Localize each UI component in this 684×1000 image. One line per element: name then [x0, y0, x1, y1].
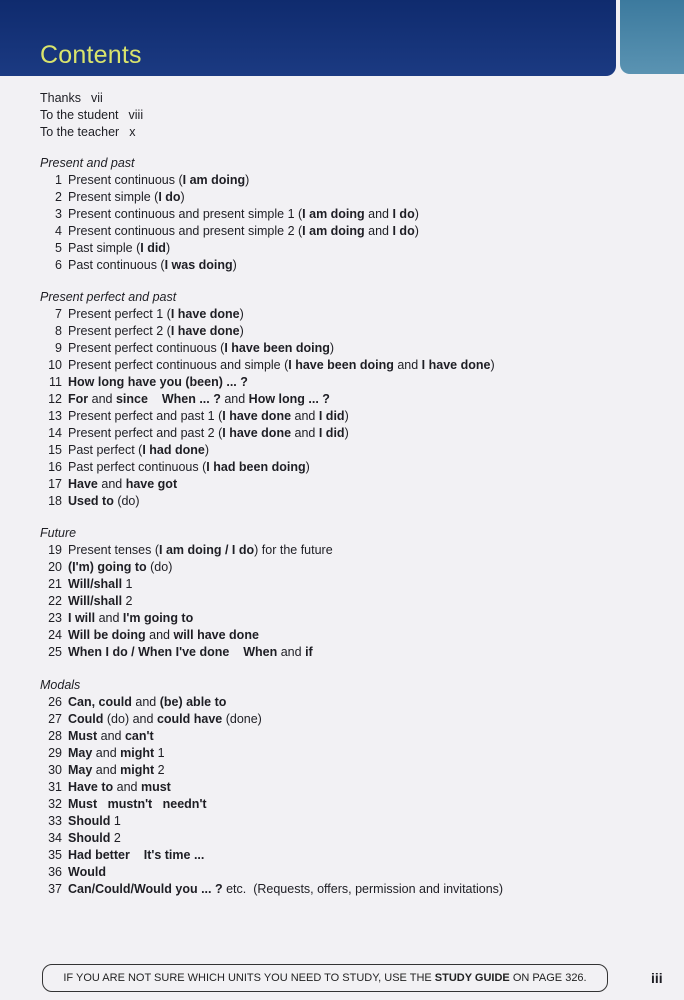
unit-title: Present continuous and present simple 1 (I am doing and I do)	[68, 207, 419, 221]
unit-row	[40, 306, 495, 323]
unit-row	[40, 728, 503, 745]
footer-text-end: ON PAGE 326.	[509, 972, 587, 984]
unit-number: 34	[48, 831, 62, 845]
unit-number: 28	[48, 729, 62, 743]
unit-title: Will/shall 2	[68, 594, 133, 608]
unit-number: 9	[55, 341, 62, 355]
unit-row	[40, 493, 495, 510]
unit-number: 6	[55, 258, 62, 272]
page-number: iii	[651, 970, 663, 986]
unit-title: May and might 2	[68, 763, 165, 777]
study-guide-note	[42, 964, 608, 992]
unit-number: 1	[55, 173, 62, 187]
unit-number: 3	[55, 207, 62, 221]
unit-number: 15	[48, 443, 62, 457]
front-matter-page: x	[129, 125, 136, 139]
unit-title: Present perfect continuous (I have been doing)	[68, 341, 335, 355]
section-future	[40, 525, 333, 661]
unit-number: 26	[48, 695, 62, 709]
unit-title: Could (do) and could have (done)	[68, 712, 262, 726]
unit-row	[40, 644, 333, 661]
front-matter-item	[40, 124, 143, 141]
unit-number: 20	[48, 560, 62, 574]
unit-row	[40, 881, 503, 898]
unit-row	[40, 610, 333, 627]
unit-title: Past simple (I did)	[68, 241, 171, 255]
unit-title: Present perfect continuous and simple (I have been doing and I have done)	[68, 358, 495, 372]
unit-number: 23	[48, 611, 62, 625]
footer-study-guide: STUDY GUIDE	[434, 972, 510, 984]
unit-title: Must and can't	[68, 729, 154, 743]
header-tab	[620, 0, 684, 74]
section-modals	[40, 677, 503, 898]
unit-title: I will and I'm going to	[68, 611, 194, 625]
section-present-perfect-and-past	[40, 289, 495, 510]
unit-row	[40, 357, 495, 374]
unit-title: Can/Could/Would you ... ? etc. (Requests, offers, permission and invitations)	[68, 882, 504, 896]
unit-row	[40, 340, 495, 357]
unit-title: Present perfect 1 (I have done)	[68, 307, 244, 321]
unit-number: 17	[48, 477, 62, 491]
unit-row	[40, 257, 419, 274]
unit-title: Past perfect continuous (I had been doing)	[68, 460, 310, 474]
unit-row	[40, 476, 495, 493]
unit-row	[40, 864, 503, 881]
unit-title: Will/shall 1	[68, 577, 133, 591]
front-matter-page: viii	[128, 108, 144, 122]
unit-title: Have and have got	[68, 477, 178, 491]
unit-number: 37	[48, 882, 62, 896]
unit-row	[40, 172, 419, 189]
footer-text: IF YOU ARE NOT SURE WHICH UNITS YOU NEED TO STUDY, USE THE	[63, 972, 435, 984]
unit-title: Present perfect and past 1 (I have done and I did)	[68, 409, 349, 423]
unit-number: 11	[49, 375, 62, 389]
unit-title: Would	[68, 865, 106, 879]
unit-row	[40, 627, 333, 644]
unit-title: For and since When ... ? and How long ... ?	[68, 392, 330, 406]
unit-row	[40, 323, 495, 340]
unit-number: 24	[48, 628, 62, 642]
unit-number: 18	[48, 494, 62, 508]
unit-number: 2	[55, 190, 62, 204]
section-title: Modals	[40, 678, 81, 692]
unit-row	[40, 442, 495, 459]
unit-row	[40, 374, 495, 391]
unit-row	[40, 779, 503, 796]
front-matter-item	[40, 90, 143, 107]
section-title: Future	[40, 526, 77, 540]
unit-number: 25	[48, 645, 62, 659]
unit-title: Past continuous (I was doing)	[68, 258, 237, 272]
unit-title: Used to (do)	[68, 494, 140, 508]
unit-title: Present continuous (I am doing)	[68, 173, 250, 187]
unit-number: 35	[48, 848, 62, 862]
unit-number: 21	[48, 577, 62, 591]
unit-row	[40, 391, 495, 408]
unit-title: Should 1	[68, 814, 121, 828]
unit-number: 27	[48, 712, 62, 726]
unit-row	[40, 240, 419, 257]
unit-title: Can, could and (be) able to	[68, 695, 227, 709]
unit-title: (I'm) going to (do)	[68, 560, 173, 574]
unit-title: How long have you (been) ... ?	[68, 375, 248, 389]
unit-number: 19	[48, 543, 62, 557]
unit-number: 5	[55, 241, 62, 255]
unit-title: Present perfect and past 2 (I have done and I did)	[68, 426, 349, 440]
unit-title: Present simple (I do)	[68, 190, 185, 204]
front-matter-label: To the student	[40, 108, 119, 122]
unit-title: Past perfect (I had done)	[68, 443, 210, 457]
unit-title: Present tenses (I am doing / I do) for the future	[68, 543, 333, 557]
section-title: Present perfect and past	[40, 290, 177, 304]
unit-row	[40, 762, 503, 779]
unit-number: 12	[48, 392, 62, 406]
unit-number: 22	[48, 594, 62, 608]
unit-title: When I do / When I've done When and if	[68, 645, 313, 659]
unit-row	[40, 542, 333, 559]
unit-title: Have to and must	[68, 780, 171, 794]
unit-number: 30	[48, 763, 62, 777]
unit-title: Must mustn't needn't	[68, 797, 207, 811]
unit-row	[40, 694, 503, 711]
unit-number: 10	[48, 358, 62, 372]
unit-row	[40, 459, 495, 476]
unit-number: 8	[55, 324, 62, 338]
unit-number: 31	[48, 780, 62, 794]
unit-row	[40, 813, 503, 830]
unit-number: 7	[55, 307, 62, 321]
section-present-and-past	[40, 155, 419, 274]
front-matter-list	[40, 90, 143, 141]
unit-number: 33	[48, 814, 62, 828]
unit-row	[40, 559, 333, 576]
unit-row	[40, 425, 495, 442]
unit-title: Present perfect 2 (I have done)	[68, 324, 244, 338]
unit-title: May and might 1	[68, 746, 165, 760]
unit-number: 4	[55, 224, 62, 238]
section-title: Present and past	[40, 156, 135, 170]
front-matter-page: vii	[91, 91, 103, 105]
page-title: Contents	[40, 41, 142, 69]
unit-row	[40, 593, 333, 610]
front-matter-item	[40, 107, 143, 124]
unit-number: 29	[48, 746, 62, 760]
unit-title: Present continuous and present simple 2 (I am doing and I do)	[68, 224, 419, 238]
unit-row	[40, 189, 419, 206]
unit-row	[40, 223, 419, 240]
unit-row	[40, 408, 495, 425]
unit-row	[40, 847, 503, 864]
unit-title: Should 2	[68, 831, 121, 845]
unit-number: 36	[48, 865, 62, 879]
unit-title: Will be doing and will have done	[68, 628, 259, 642]
unit-number: 13	[48, 409, 62, 423]
unit-row	[40, 745, 503, 762]
front-matter-label: To the teacher	[40, 125, 120, 139]
unit-number: 14	[48, 426, 62, 440]
unit-row	[40, 576, 333, 593]
unit-row	[40, 830, 503, 847]
unit-number: 32	[48, 797, 62, 811]
unit-row	[40, 796, 503, 813]
unit-number: 16	[48, 460, 62, 474]
unit-title: Had better It's time ...	[68, 848, 205, 862]
front-matter-label: Thanks	[40, 91, 81, 105]
unit-row	[40, 711, 503, 728]
unit-row	[40, 206, 419, 223]
